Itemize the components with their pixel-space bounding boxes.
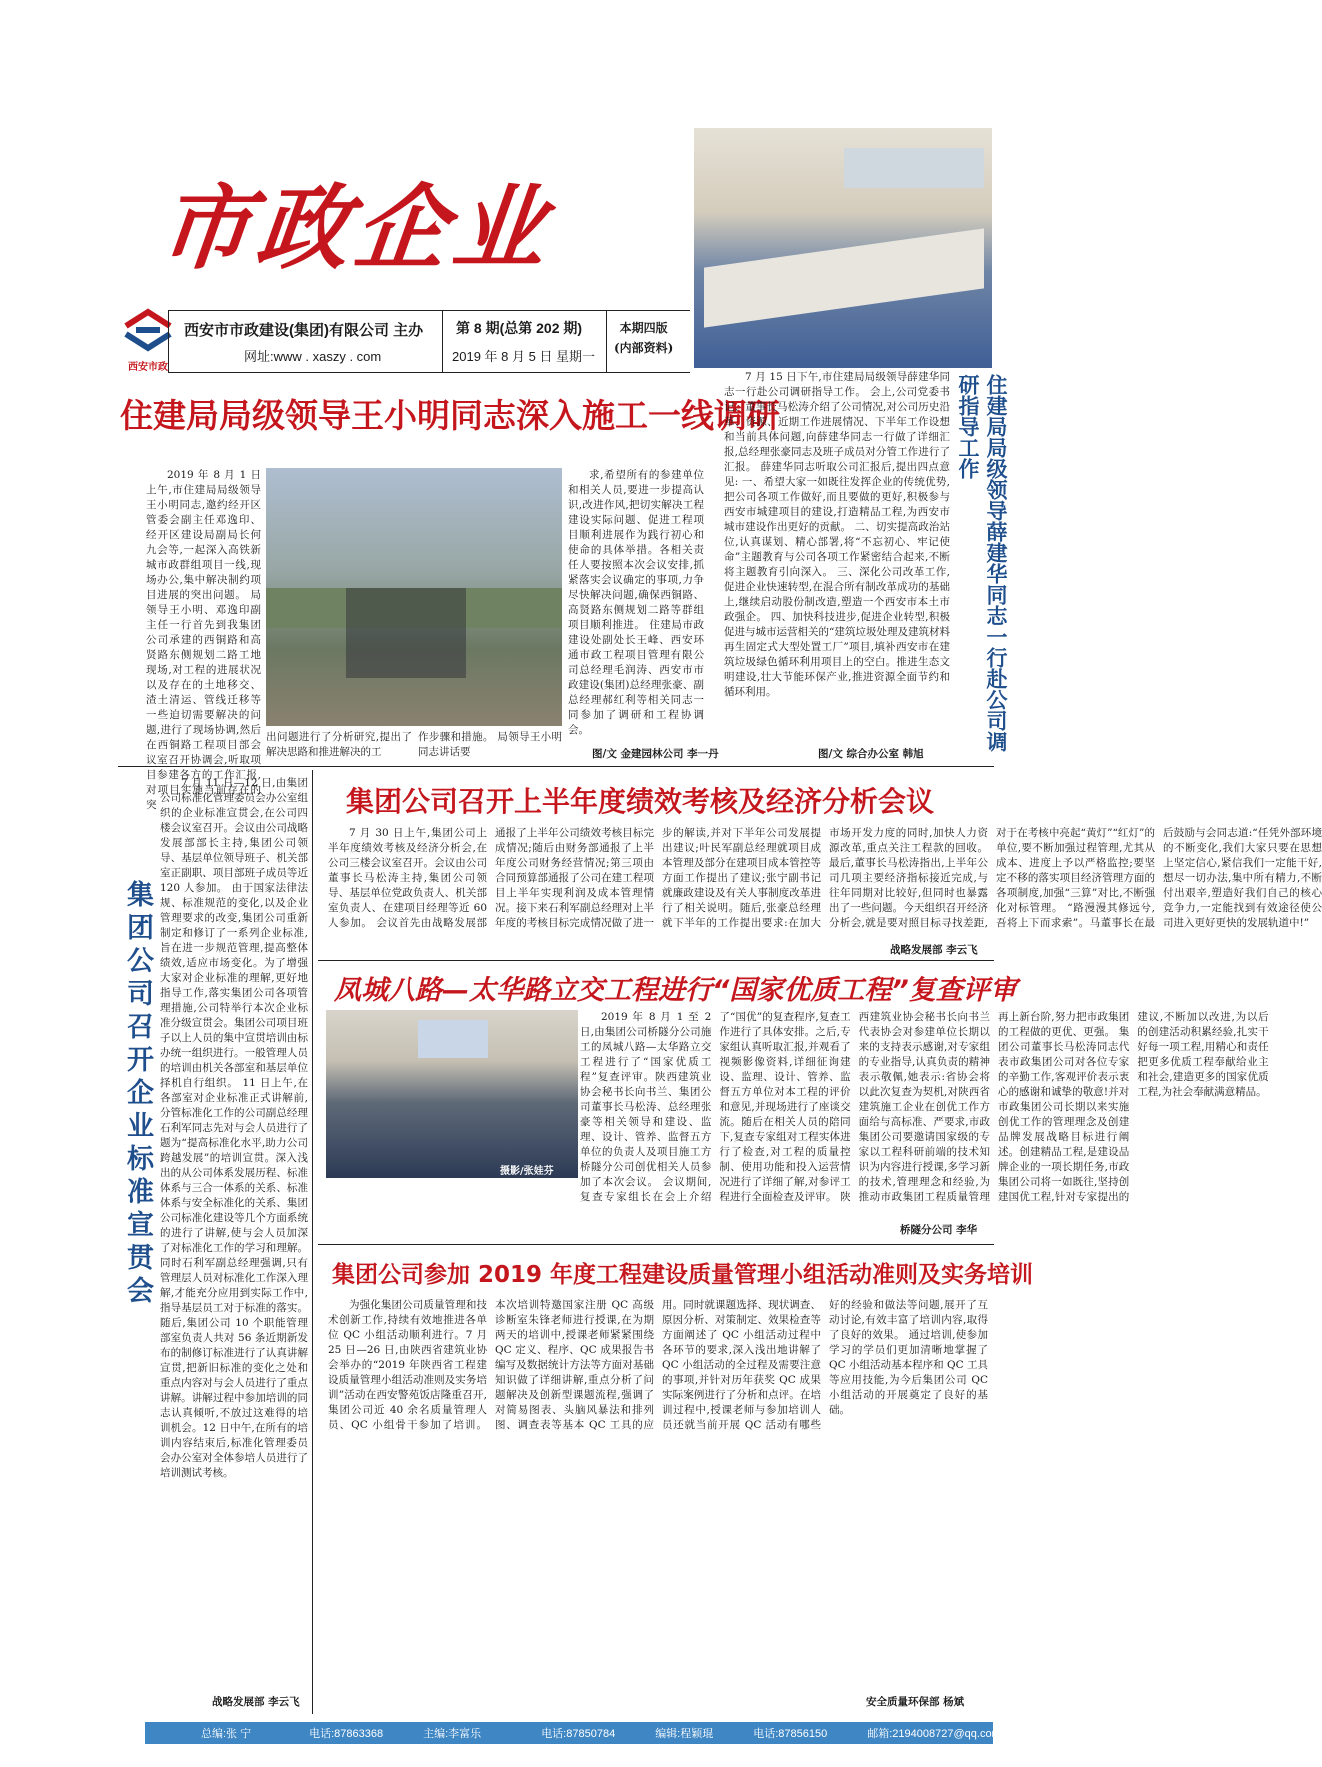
meeting-photo-top bbox=[694, 128, 992, 368]
article4-text: 7 月 30 日上午,集团公司上半年度绩效考核及经济分析会,在公司三楼会议室召开。会议由公司董事长马松涛主持,集团公司领导、基层单位党政负责人、机关部室负责人、在建项目经理等近 60 人参加。 会议首先由战略发展部通报了上半年公司绩效考核目标完成情况;随后由财务部通报了上半年度公司财务经营情况;第三项由合同预算部通报了公司在建工程项目上半年实现利润及成本管理情况。接下来石利军副总经理对上半年度的考核目标完成情况做了进一步的解读,并对下半年公司发展提出建议;叶民军副总经理就项目成本管理及部分在建项目成本管控等方面工作提出了建议;张宁副书记就廉政建设及有关人事制度改革进行了相关说明。随后,张豪总经理就下半年的工作提出要求:在加大市场开发力度的同时,加快人力资源改革,重点关注工程款的回收。 最后,董事长马松涛指出,上半年公司几项主要经济指标接近完成,与往年同期对比较好,但同时也暴露出了一些问题。今天组织召开经济分析会,就是要对照目标寻找差距,对于在考核中亮起“黄灯”“红灯”的单位,要不断加强过程管理,尤其从成本、进度上予以严格监控;要坚定不移的落实项目经济管理方面的各项制度,加强“三算”对比,不断强化对标管理。 “路漫漫其修远兮,吾将上下而求索”。马董事长在最后鼓励与会同志道:“任凭外部环境的不断变化,我们大家只要在思想上坚定信心,紧信我们一定能干好,想尽一切办法,集中所有精力,不断付出艰辛,塑造好我们自己的核心竞争力,一定能找到有效途径使公司进入更好更快的发展轨道中!” bbox=[328, 827, 1322, 929]
issue-date: 2019 年 8 月 5 日 星期一 bbox=[452, 349, 596, 364]
article2-side-title: 住建局局级领导薛建华同志一行赴公司调研指导工作 bbox=[956, 374, 1008, 752]
footer-chief-editor: 总编:张 宁 bbox=[201, 1728, 252, 1740]
article1-under-photo-b: 作步骤和措施。 局领导王小明同志讲话要 bbox=[418, 731, 562, 758]
article5-credit: 桥隧分公司 李华 bbox=[900, 1224, 978, 1236]
photo-credit: 摄影/张娃芬 bbox=[500, 1166, 554, 1177]
masthead-title: 市政企业 bbox=[153, 174, 557, 282]
company-logo bbox=[118, 308, 178, 372]
footer-bar bbox=[145, 1722, 1001, 1744]
logo-emblem-icon bbox=[118, 308, 178, 352]
article6-credit: 安全质量环保部 杨斌 bbox=[866, 1696, 965, 1708]
article4-credit: 战略发展部 李云飞 bbox=[890, 944, 978, 956]
article2-text: 7 月 15 日下午,市住建局局级领导薛建华同志一行赴公司调研指导工作。 会上,公司党委书记、董事长马松涛介绍了公司情况,对公司历史沿革、资源、近期工作进展情况、下半年工作设想和当前具体问题,向薛建华同志一行做了详细汇报,总经理张豪同志及班子成员对分管工作进行了汇报。 薛建华同志听取公司汇报后,提出四点意见: 一、希望大家一如既往发挥企业的传统优势,把公司各项工作做好,而且要做的更好,积极参与西安市城建项目的建设,打造精品工程,为西安市城市建设作出更好的贡献。 二、切实提高政治站位,认真谋划、精心部署,将“不忘初心、牢记使命”主题教育与公司各项工作紧密结合起来,不断将主题教育引向深入。 三、深化公司改革工作,促进企业快速转型,在混合所有制改革成功的基础上,继续启动股份制改造,塑造一个西安市本土市政强企。 四、加快科技进步,促进企业转型,积极促进与城市运营相关的“建筑垃圾处理及建筑材料再生固定式大型处置工厂”项目,填补西安市在建筑垃圾绿色循环利用项目上的空白。推进生态文明建设,壮大节能环保产业,推进资源全面节约和循环利用。 bbox=[724, 371, 950, 698]
article6-headline: 集团公司参加 2019 年度工程建设质量管理小组活动准则及实务培训 bbox=[332, 1262, 1034, 1288]
article2-credit: 图/文 综合办公室 韩旭 bbox=[818, 748, 924, 760]
edition-line-2: (内部资料) bbox=[614, 341, 674, 355]
article5-text-main: 2019 年 8 月 1 至 2 日,由集团公司桥隧分公司施工的凤城八路—太华路立交工程进行了“国家优质工程”复查评审。陕西建筑业协会秘书长向书兰、集团公司董事长马松涛、总经理张豪等相关领导和建设、监理、设计、管养、监督五方单位的负责人及项目施工方桥隧分公司创优相关人员参加了本次会议。 会议期间,复查专家组长在会上介绍了“国优”的复查程序,复查工作进行了具体安排。之后,专家组认真听取汇报,并观看了视频影像资料,详细征询建设、监理、设计、管养、监督五方单位对本工程的评价和意见,并现场进行了座谈交流。随后在相关人员的陪同下,复查专家组对工程实体进行了检查,对工程的质量控制、使用功能和投入运营情况进行了详细了解,对参评工程进行全面检查及评审。 陕西建筑业协会秘书长向书兰代表协会对参建单位长期以来的支持表示感谢,对专家组的专业指导,认真负责的精神表示敬佩,她表示:省协会将以此次复查为契机,对陕西省建筑施工企业在创优工作方面给与高标准、严要求,市政集团公司要邀请国家级的专家以工程科研前端的技术知识为内容进行授课,多学习新的技术,管理理念和经验,为推动市政集团工程质量管理再上新台阶,努力把市政集团的工程做的更优、更强。 集团公司董事长马松涛同志代表市政集团公司对各位专家的辛勤工作,客观评价表示衷心的感谢和诚挚的敬意!并对市政集团公司长期以来实施创优工作的管理理念及创建品牌发展战略目标进行阐述。创建精品工程,是建设品牌企业的一项长期任务,市政集团公司将一如既往,坚持创建国优工程,针对专家提出的建议,不断加以改进,为以后的创建活动积累经验,扎实干好每一项工程,用精心和责任把更多优质工程奉献给业主和社会,建造更多的国家优质工程,为社会奉献满意精品。 bbox=[580, 1011, 1269, 1203]
footer-editor: 编辑:程颖琨 bbox=[655, 1728, 714, 1740]
logo-label: 西安市政 bbox=[128, 362, 168, 373]
edition-line-1: 本期四版 bbox=[619, 321, 668, 335]
footer-phone-3: 电话:87856150 bbox=[753, 1728, 828, 1740]
footer-phone-1: 电话:87863368 bbox=[309, 1728, 384, 1740]
article3-side-title: 集团公司召开企业标准宣贯会 bbox=[122, 880, 153, 1309]
footer-editor-in-charge: 主编:李富乐 bbox=[423, 1728, 482, 1740]
footer-phone-2: 电话:87850784 bbox=[541, 1728, 616, 1740]
article3-text: 7 月 11 日—12 日,由集团公司标准化管理委员会办公室组织的企业标准宣贯会,在公司四楼会议室召开。会议由公司战略发展部部长主持,集团公司领导、基层单位领导班子、机关部室正副职、项目部班子成员等近 120 人参加。 由于国家法律法规、标准规范的变化,以及企业管理要求的改变,集团公司重新制定和修订了一系列企业标准,旨在进一步规范管理,提高整体绩效,适应市场变化。为了增强大家对企业标准的理解,更好地指导工作,落实集团公司各项管理措施,公司特举行本次企业标准分级宣贯会。集团公司项目班子以上人员的集中宣贯培训由标办统一组织进行。一般管理人员的培训由机关各部室和基层单位择机自行组织。 11 日上午,在各部室对企业标准正式讲解前,分管标准化工作的公司副总经理石利军同志先对与会人员进行了题为“提高标准化水平,助力公司跨越发展”的培训宣贯。深入浅出的从公司体系发展历程、标准体系与三合一体系的关系、标准体系与安全标准化的关系、集团公司标准化建设等几个方面系统的进行了讲解,使与会人员加深了对标准化工作的学习和理解。同时石利军副总经理强调,只有管理层人员对标准化工作深入理解,才能充分应用到实际工作中,指导基层员工对于标准的落实。 随后,集团公司 10 个职能管理部室负责人共对 56 条近期新发布的制修订标准进行了认真讲解宣贯,把新旧标准的变化之处和重点内容对与会人员进行了重点讲解。讲解过程中参加培训的同志认真倾听,不放过这难得的培训机会。12 日中午,在所有的培训内容结束后,标准化管理委员会办公室对全体参培人员进行了培训测试考核。 bbox=[160, 777, 308, 1479]
website: 网址:www . xaszy . com bbox=[244, 349, 382, 364]
edition-note bbox=[614, 318, 673, 358]
article1-col3: 求,希望所有的参建单位和相关人员,要进一步提高认识,改进作风,把切实解决工程建设实际问题、促进工程项目顺利进展作为践行初心和使命的具体举措。各相关责任人要按照本次会议安排,抓紧落实会议确定的事项,力争尽快解决问题,确保西铜路、高贤路东侧规划二路等群组项目顺利推进。 住建局市政建设处副处长王峰、西安环通市政工程项目管理有限公司总经理毛润涛、西安市市政建设(集团)总经理张豪、副总经理郝红利等相关同志一同参加了调研和工程协调会。 bbox=[568, 469, 704, 736]
article1-headline: 住建局局级领导王小明同志深入施工一线调研 bbox=[120, 396, 780, 435]
article4-headline: 集团公司召开上半年度绩效考核及经济分析会议 bbox=[346, 785, 935, 818]
publisher: 西安市市政建设(集团)有限公司 主办 bbox=[184, 322, 424, 339]
review-meeting-photo bbox=[326, 1010, 578, 1178]
article1-col1: 2019 年 8 月 1 日上午,市住建局局级领导王小明同志,邀约经开区管委会副主任邓逸印、经开区建设局副局长何九会等,一起深入高铁新城市政群组项目一线,现场办公,集中解决制约项目进展的突出问题。 局领导王小明、邓逸印副主任一行首先到我集团公司承建的西铜路和高贤路东侧规划二路工地现场,对工程的进展状况以及存在的土地移交、渣土清运、管线迁移等一些迫切需要解决的问题,进行了现场协调,然后在西铜路工程项目部会议室召开协调会,听取项目参建各方的工作汇报,对项目实施当前存在的突 bbox=[146, 469, 261, 811]
article6-text: 为强化集团公司质量管理和技术创新工作,持续有效地推进各单位 QC 小组活动顺利进行。7 月 25 日—26 日,由陕西省建筑业协会举办的“2019 年陕西省工程建设质量管理小组活动准则及实务培训”活动在西安警苑饭店隆重召开,集团公司近 40 余名质量管理人员、QC 小组骨干参加了培训。 本次培训特邀国家注册 QC 高级诊断室朱锋老师进行授课,在为期两天的培训中,授课老师紧紧围绕 QC 定义、程序、QC 成果报告书编写及数据统计方法等方面对基础知识做了详细讲解,重点分析了问题解决及创新型课题流程,强调了对简易图表、头脑风暴法和排列图、调查表等基本 QC 工具的应用。同时就课题选择、现状调查、原因分析、对策制定、效果检查等方面阐述了 QC 小组活动过程中各环节的要求,深入浅出地讲解了 QC 小组活动的全过程及需要注意的事项,并针对历年获奖 QC 成果实际案例进行了分析和点评。在培训过程中,授课老师与参加培训人员还就当前开展 QC 活动有哪些好的经验和做法等问题,展开了互动讨论,有效丰富了培训内容,取得了良好的效果。 通过培训,使参加学习的学员们更加清晰地掌握了 QC 小组活动基本程序和 QC 工具等应用技能,为今后集团公司 QC 小组活动的开展奠定了良好的基础。 bbox=[328, 1299, 988, 1431]
issue-number: 第 8 期(总第 202 期) bbox=[456, 320, 583, 336]
site-visit-photo bbox=[266, 468, 562, 726]
footer-email[interactable]: 邮箱:2194008727@qq.com bbox=[867, 1728, 1001, 1740]
article1-credit: 图/文 金建园林公司 李一丹 bbox=[592, 748, 719, 760]
article5-headline: 凤城八路—太华路立交工程进行“国家优质工程”复查评审 bbox=[334, 975, 1017, 1006]
article1-under-photo-a: 出问题进行了分析研究,提出了解决思路和推进解决的工 bbox=[266, 731, 412, 758]
article3-credit: 战略发展部 李云飞 bbox=[212, 1696, 300, 1708]
